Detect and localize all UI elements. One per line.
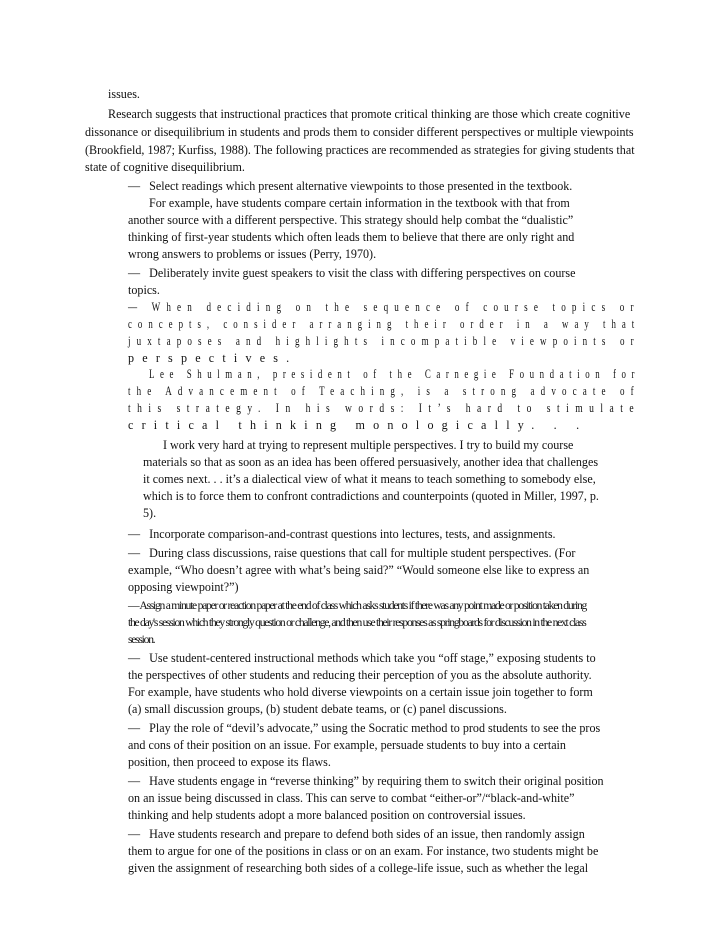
text-line: position, then proceed to expose its flaws. xyxy=(128,755,331,769)
bullet-line: — When deciding on the sequence of course topics or xyxy=(128,300,640,314)
bullet-line: — Deliberately invite guest speakers to visit the class with differing perspectives on course xyxy=(128,266,576,280)
bullet-line: — Use student-centered instructional methods which take you “off stage,” exposing students to xyxy=(128,651,596,665)
text-line: session. xyxy=(128,633,155,646)
text-line: Research suggests that instructional practices that promote critical thinking are those which create cognitive xyxy=(108,107,631,121)
text-line: this strategy. In his words: It’s hard to stimulate xyxy=(128,401,641,415)
text-line: the day's session which they strongly question or challenge, and then use their responses as springboards for discussion in the next class xyxy=(128,616,586,629)
bullet-line: — Have students engage in “reverse thinking” by requiring them to switch their original position xyxy=(128,774,604,788)
text-line: opposing viewpoint?”) xyxy=(128,580,239,594)
text-line: them to argue for one of the positions in class or on an exam. For instance, two students might be xyxy=(128,844,599,858)
quote-line: it comes next. . . it’s a dialectical view of what it means to teach something to somebody else, xyxy=(143,472,596,486)
text-line: For example, have students who hold diverse viewpoints on a certain issue join together to form xyxy=(128,685,593,699)
quote-line: 5). xyxy=(143,506,157,520)
bullet-line: — During class discussions, raise questions that call for multiple student perspectives. (For xyxy=(128,546,576,560)
text-line: critical thinking monologically. . . xyxy=(128,418,588,432)
text-line: For example, have students compare certain information in the textbook with that from xyxy=(149,196,570,210)
text-line: issues. xyxy=(108,87,140,101)
text-line: (Brookfield, 1987; Kurfiss, 1988). The following practices are recommended as strategies for giving students that xyxy=(85,143,635,157)
text-line: (a) small discussion groups, (b) student debate teams, or (c) panel discussions. xyxy=(128,702,507,716)
text-line: topics. xyxy=(128,283,160,297)
text-line: Lee Shulman, president of the Carnegie Foundation for xyxy=(149,367,641,381)
text-line: example, “Who doesn’t agree with what’s being said?” “Would someone else like to express an xyxy=(128,563,590,577)
text-line: another source with a different perspective. This strategy should help combat the “dualistic” xyxy=(128,213,574,227)
bullet-line: — Have students research and prepare to defend both sides of an issue, then randomly assign xyxy=(128,827,585,841)
quote-line: I work very hard at trying to represent multiple perspectives. I try to build my course xyxy=(163,438,574,452)
text-line: the perspectives of other students and reducing their perception of you as the absolute authority. xyxy=(128,668,592,682)
text-line: the Advancement of Teaching, is a strong advocate of xyxy=(128,384,640,398)
text-line: on an issue being discussed in class. This can serve to combat “either-or”/“black-and-white” xyxy=(128,791,575,805)
quote-line: materials so that as soon as an idea has been offered persuasively, another idea that challenges xyxy=(143,455,599,469)
text-line: thinking and help students adopt a more balanced position on controversial issues. xyxy=(128,808,526,822)
quote-line: which is to force them to confront contradictions and counterpoints (quoted in Miller, 1997, p. xyxy=(143,489,599,503)
text-line: thinking of first-year students which often leads them to believe that there are only right and xyxy=(128,230,575,244)
bullet-line: — Incorporate comparison-and-contrast questions into lectures, tests, and assignments. xyxy=(128,527,556,541)
text-line: and cons of their position on an issue. For example, persuade students to buy into a certain xyxy=(128,738,566,752)
text-line: juxtaposes and highlights incompatible viewpoints or xyxy=(128,334,640,348)
bullet-line: — Assign a minute paper or reaction paper at the end of class which asks students if there was any point made or position taken during xyxy=(128,599,587,612)
text-line: given the assignment of researching both sides of a college-life issue, such as whether the legal xyxy=(128,861,589,875)
text-line: concepts, consider arranging their order in a way that xyxy=(128,317,641,331)
bullet-line: — Select readings which present alternative viewpoints to those presented in the textbook. xyxy=(128,179,573,193)
text-line: dissonance or disequilibrium in students and prods them to consider different perspectives or multiple viewpoints xyxy=(85,125,634,139)
bullet-line: — Play the role of “devil’s advocate,” using the Socratic method to prod students to see the pros xyxy=(128,721,601,735)
text-line: perspectives. xyxy=(128,351,298,365)
text-line: state of cognitive disequilibrium. xyxy=(85,160,245,174)
text-line: wrong answers to problems or issues (Perry, 1970). xyxy=(128,247,377,261)
